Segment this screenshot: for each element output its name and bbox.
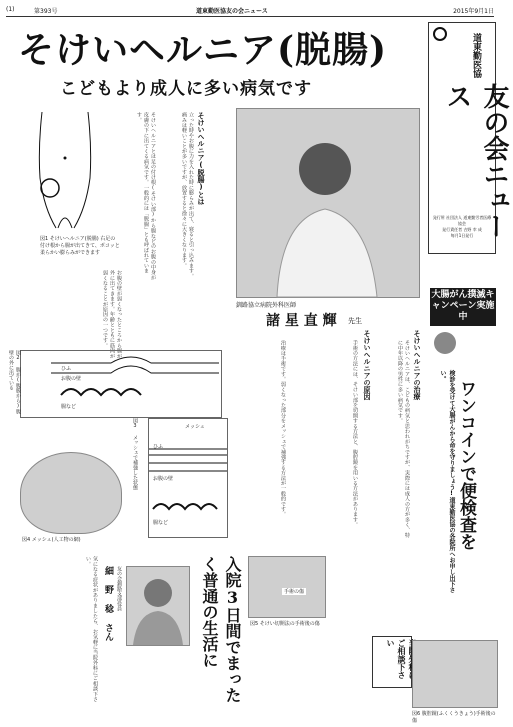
masthead-info <box>432 215 492 239</box>
figure-1-caption: 図1 そけいヘルニア(脱腸) 右足の付け根から腸が出てきて、ボコッと柔らかい膨らみができます <box>40 236 120 256</box>
article-col-e: 手術の方法には、そけい部を切開する方法と、腹腔鏡を用いる方法があります。 <box>352 340 358 528</box>
masthead <box>428 22 509 254</box>
page-number: (1) <box>6 6 15 13</box>
figure-4-mesh <box>20 452 122 534</box>
paper-name: 道東勤医協友の会ニュース <box>196 8 268 15</box>
doctor-name: 諸 星 直 輝 <box>266 313 337 329</box>
article-col-f: 気になる症状がありましたら、お気軽に当院外科にご相談下さい。 <box>85 556 98 702</box>
masthead-publisher: 発行所 社団法人 道東勤労者医療協会 <box>432 215 492 226</box>
figure-3-caption: 図3 メッシュで補強した状態 <box>132 418 138 490</box>
masthead-org: 道東勤医協 <box>471 33 481 78</box>
figure-5-photo <box>248 556 326 618</box>
fig3-label-wall: お腹の壁 <box>153 476 174 482</box>
issue-number: 第393号 <box>34 8 58 15</box>
interviewee-photo <box>126 566 190 646</box>
section-what-is: そけいヘルニア(脱腸)とは <box>197 112 205 205</box>
campaign-main: ワンコインで便検査を <box>456 380 476 550</box>
fig2-label-gut: 腸など <box>61 404 77 410</box>
campaign-box <box>432 330 494 610</box>
intro-text: そけいヘルニアは、こどもの病気と思われがちですが、実際には成人の方が多く、特に中年以降の男性に多い病気です。 <box>397 340 410 538</box>
fig3-label-gut: 腸など <box>153 520 169 526</box>
masthead-editor: 発行責任者 吉野 幸 成 <box>442 227 482 232</box>
doctor-photo <box>236 108 420 298</box>
figure-6-photo <box>412 640 498 708</box>
figure-1 <box>22 108 108 232</box>
logo-icon <box>433 27 447 41</box>
figure-4-caption: 図4 メッシュ(人工物の網) <box>22 537 81 543</box>
hernia-diagram-icon <box>21 351 221 417</box>
figure-2-caption: 図2 腸が(腹膜から)腹壁の外に出ている <box>8 350 21 414</box>
person-silhouette-icon <box>127 567 189 645</box>
article-col-b: 立った時やお腹に力を入れた時に膨らみが出て、寝ると引っ込みます。痛みは軽いことが多いですが、放置すると徐々に大きくなります。 <box>181 112 194 279</box>
campaign-seal-icon <box>434 332 456 354</box>
fig2-label-wall: お腹の壁 <box>61 376 82 382</box>
interviewee-note: 友の会釧路支部役員 <box>116 566 122 611</box>
article-col-d: 治療は手術です。弱くなった部分をメッシュで補強する方法が一般的です。 <box>280 340 286 517</box>
page-header <box>6 4 494 17</box>
masthead-frequency: 毎月1日発行 <box>450 233 474 238</box>
campaign-banner: 大腸がん撲滅キャンペーン実施中 <box>430 288 496 326</box>
campaign-sub: 検診を受けて大腸がんから命を守りましょう!道東勤医協の各院所へお申し出下さい。 <box>439 370 455 593</box>
article-col-c: お腹の壁が弱くなったところから腸が外に出てきます。年齢とともに筋肉が弱くなることが原因の一つです。 <box>102 270 122 359</box>
section-treatment: そけいヘルニアの治療 <box>413 330 421 400</box>
headline-title: そけいヘルニア(脱腸) <box>18 29 388 71</box>
headline-subtitle: こどもより成人に多い病気です <box>60 79 312 99</box>
figure-3 <box>148 418 228 538</box>
fig3-label-skin: ひふ <box>153 444 164 450</box>
body-outline-icon <box>22 108 108 232</box>
article-col-a: そけいヘルニアとは足の付け根(そけい部)から腸などのお腹の中身が皮膚の下に出てくる病気です。一般的には「脱腸」とも呼ばれています。 <box>136 112 156 280</box>
section-cause: そけいヘルニアの原因 <box>363 330 371 400</box>
section-consult: ご相談下さい <box>386 639 406 679</box>
masthead-title: 友の会ニュース <box>442 83 509 239</box>
fig2-label-skin: ひふ <box>61 366 72 372</box>
figure-5-label: 手術の傷 <box>284 589 305 595</box>
doctor-silhouette-icon <box>237 109 419 297</box>
interviewee-name: 細 野 稔 さん <box>103 566 113 641</box>
doctor-hospital: 釧路協立病院外科医師 <box>236 302 297 309</box>
figure-5-caption: 図5 そけい切開法の手術後の傷 <box>250 621 320 627</box>
issue-date: 2015年9月1日 <box>453 8 494 15</box>
consult-box <box>372 636 412 688</box>
figure-2 <box>20 350 222 418</box>
fig3-label-mesh: メッシュ <box>185 424 205 430</box>
interview-headline: 入院3日間でまったく普通の生活に <box>200 556 242 703</box>
doctor-suffix: 先生 <box>348 317 362 325</box>
figure-6-caption: 図6 腹腔鏡(ふくくうきょう)手術後の傷 <box>412 711 496 724</box>
